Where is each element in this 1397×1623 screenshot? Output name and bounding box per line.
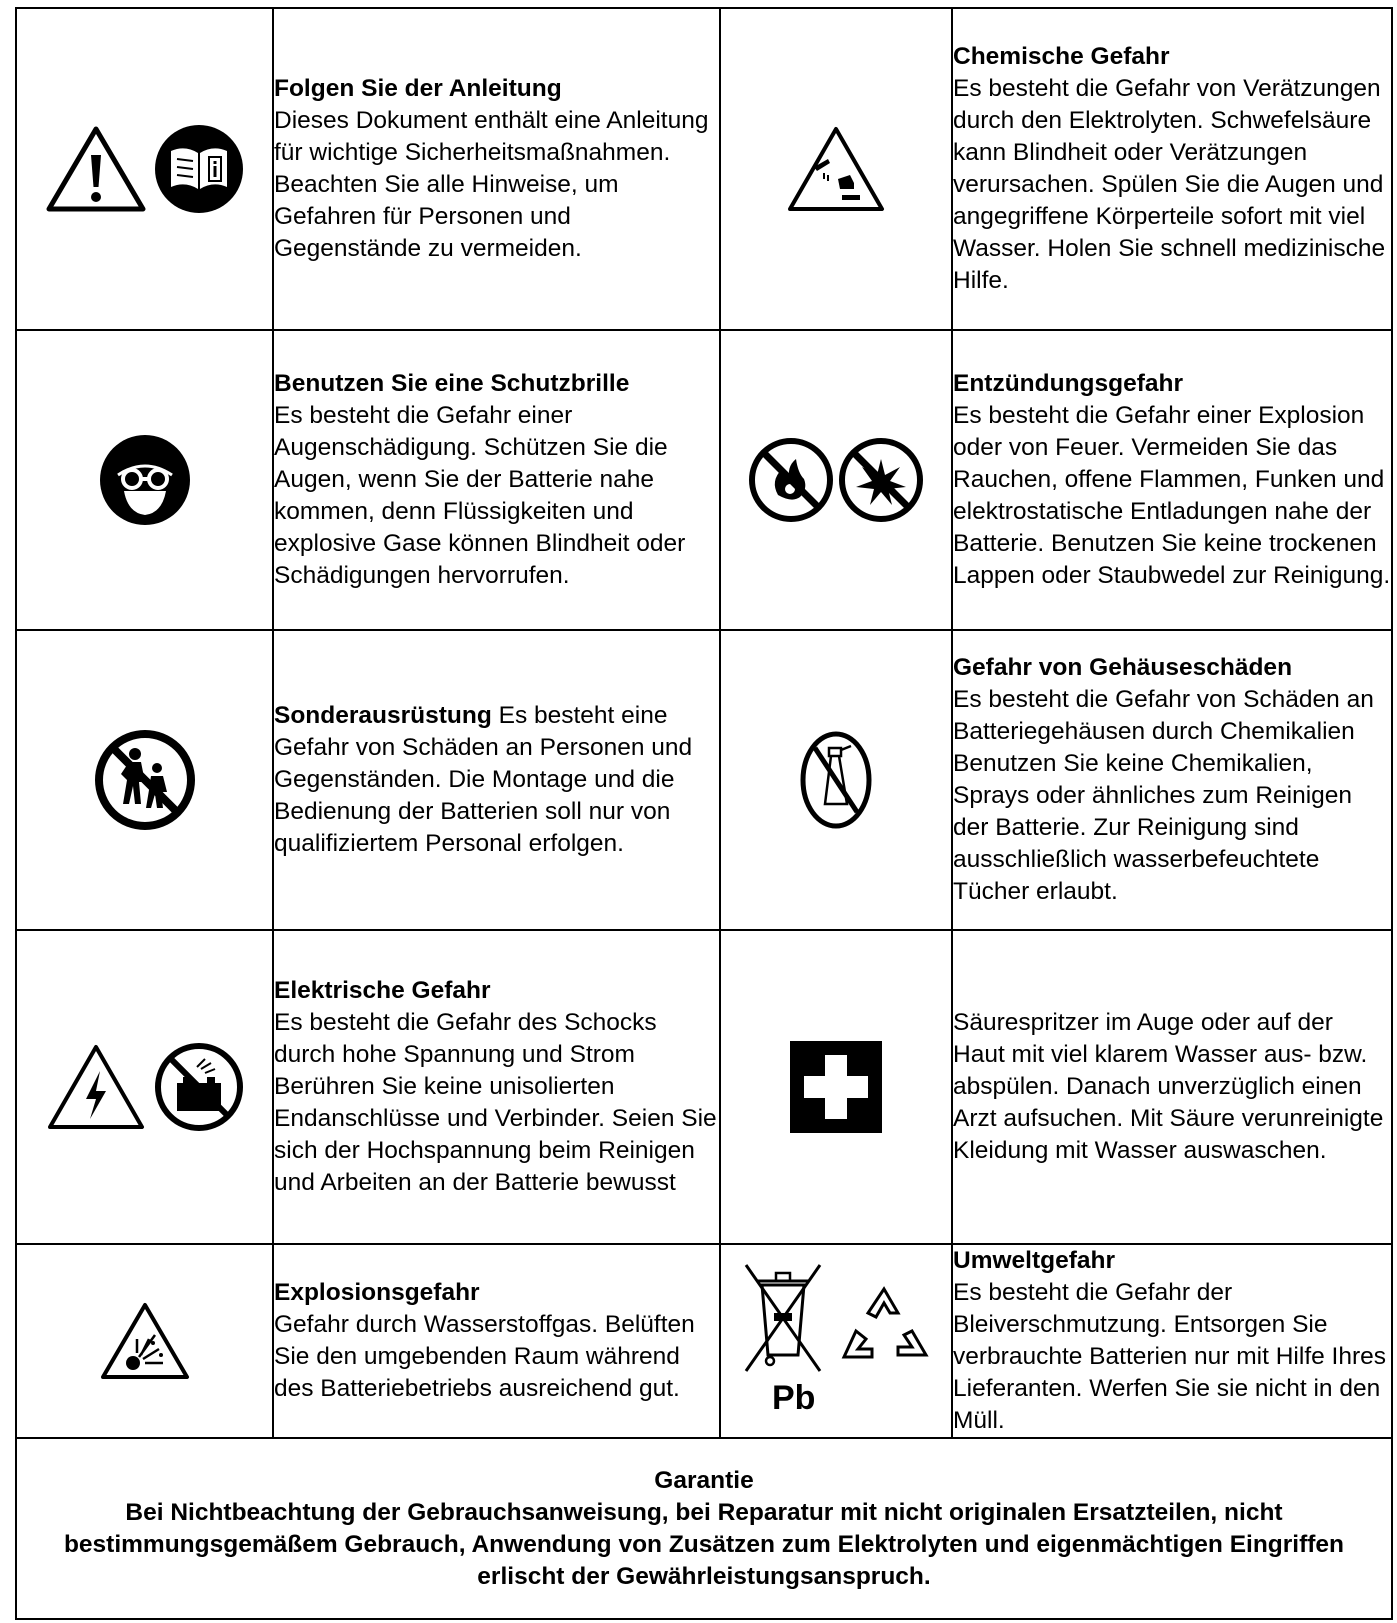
lead-symbol: Pb: [772, 1378, 816, 1417]
instruction-cell: [273, 1244, 720, 1438]
instruction-title: Sonderausrüstung: [274, 702, 492, 729]
instruction-title: Folgen Sie der Anleitung: [274, 75, 562, 102]
instruction-body: Säurespritzer im Auge oder auf der Haut mit viel klarem Wasser aus- bzw. abspülen. Danach unverzüglich einen Arzt aufsuchen. Mit Säure verunreinigte Kleidung mit Wasser auswaschen.: [953, 1009, 1384, 1164]
instruction-cell: [952, 630, 1392, 930]
instruction-cell: [952, 1244, 1392, 1438]
warning-triangle-icon: [44, 123, 149, 215]
icon-cell: [720, 330, 952, 630]
safety-instructions-table: [15, 7, 1393, 1620]
crossed-bin-icon: [740, 1259, 826, 1379]
instruction-body: Es besteht eine Gefahr von Schäden an Personen und Gegenständen. Die Montage und die Bedienung der Batterien soll nur von qualifiziertem Personal erfolgen.: [274, 702, 693, 857]
icon-cell: [16, 1244, 273, 1438]
icon-cell: [16, 630, 273, 930]
guarantee-cell: [16, 1438, 1392, 1619]
icon-cell: [16, 330, 273, 630]
read-manual-icon: [153, 123, 245, 215]
instruction-cell: [273, 930, 720, 1244]
instruction-title: Elektrische Gefahr: [274, 977, 491, 1004]
guarantee-text: Bei Nichtbeachtung der Gebrauchsanweisung, bei Reparatur mit nicht originalen Ersatzteilen, nicht bestimmungsgemäßem Gebrauch, Anwendung von Zusätzen zum Elektrolyten und eigenmächtigen Eingriffen erlischt der Gewährleistungsanspruch.: [63, 1498, 1345, 1590]
instruction-body: Dieses Dokument enthält eine Anleitung für wichtige Sicherheitsmaßnahmen. Beachten Sie alle Hinweise, um Gefahren für Personen und Gegenstände zu vermeiden.: [274, 107, 709, 262]
instruction-cell: [952, 330, 1392, 630]
instruction-cell: [273, 8, 720, 330]
instruction-text: [953, 1007, 1391, 1167]
safety-goggles-icon: [98, 433, 192, 527]
no-spray-icon: [799, 730, 873, 830]
table-row: [16, 930, 1392, 1244]
instruction-title: Chemische Gefahr: [953, 43, 1170, 70]
icon-cell: [720, 930, 952, 1244]
icon-cell: [16, 8, 273, 330]
instruction-title: Umweltgefahr: [953, 1247, 1116, 1274]
instruction-cell: [952, 930, 1392, 1244]
table-row: [16, 330, 1392, 630]
instruction-text: [953, 1245, 1391, 1437]
instruction-text: [274, 700, 719, 860]
instruction-text: [274, 975, 719, 1199]
icon-cell: [16, 930, 273, 1244]
no-sparks-icon: [838, 437, 924, 523]
instruction-text: [274, 1277, 719, 1405]
instruction-text: [953, 41, 1391, 297]
instruction-text: [274, 73, 719, 265]
guarantee-title: Garantie: [654, 1466, 754, 1494]
icon-cell: [720, 630, 952, 930]
table-row: [16, 1244, 1392, 1438]
instruction-body: Es besteht die Gefahr von Verätzungen durch den Elektrolyten. Schwefelsäure kann Blindheit oder Verätzungen verursachen. Spülen Sie die Augen und angegriffene Körperteile sofort mit viel Wasser. Holen Sie schnell medizinische Hilfe.: [953, 75, 1386, 294]
instruction-body: Es besteht die Gefahr von Schäden an Batteriegehäusen durch Chemikalien Benutzen Sie keine Chemikalien, Sprays oder ähnliches zum Reinigen der Batterie. Zur Reinigung sind ausschließlich wasserbefeuchtete Tücher erlaubt.: [953, 686, 1374, 905]
instruction-body: Es besteht die Gefahr der Bleiverschmutzung. Entsorgen Sie verbrauchte Batterien nur mit Hilfe Ihres Lieferanten. Werfen Sie sie nicht in den Müll.: [953, 1279, 1387, 1434]
first-aid-cross-icon: [790, 1041, 882, 1133]
instruction-cell: [952, 8, 1392, 330]
no-open-flame-icon: [748, 437, 834, 523]
disposal-icon-group: [736, 1259, 936, 1419]
instruction-cell: [273, 330, 720, 630]
table-row: [16, 8, 1392, 330]
instruction-body: Gefahr durch Wasserstoffgas. Belüften Sie den umgebenden Raum während des Batteriebetriebs ausreichend gut.: [274, 1311, 695, 1402]
table-row: [16, 1438, 1392, 1619]
instruction-text: [953, 652, 1391, 908]
icon-cell: [720, 1244, 952, 1438]
no-children-icon: [93, 728, 197, 832]
corrosive-hazard-icon: [784, 123, 888, 215]
instruction-body: Es besteht die Gefahr einer Augenschädigung. Schützen Sie die Augen, wenn Sie der Batterie nahe kommen, denn Flüssigkeiten und explosive Gase können Blindheit oder Schädigungen hervorrufen.: [274, 402, 686, 589]
high-voltage-icon: [44, 1041, 148, 1133]
instruction-title: Entzündungsgefahr: [953, 370, 1184, 397]
recycling-icon: [838, 1283, 930, 1369]
explosion-hazard-icon: [97, 1299, 193, 1383]
no-touch-terminals-icon: [153, 1041, 245, 1133]
instruction-cell: [273, 630, 720, 930]
instruction-text: [274, 368, 719, 592]
table-row: [16, 630, 1392, 930]
instruction-title: Gefahr von Gehäuseschäden: [953, 654, 1293, 681]
icon-cell: [720, 8, 952, 330]
instruction-text: [953, 368, 1391, 592]
instruction-body: Es besteht die Gefahr des Schocks durch hohe Spannung und Strom Berühren Sie keine unisolierten Endanschlüsse und Verbinder. Seien Sie sich der Hochspannung beim Reinigen und Arbeiten an der Batterie bewusst: [274, 1009, 717, 1196]
instruction-title: Explosionsgefahr: [274, 1279, 480, 1306]
instruction-title: Benutzen Sie eine Schutzbrille: [274, 370, 630, 397]
instruction-body: Es besteht die Gefahr einer Explosion oder von Feuer. Vermeiden Sie das Rauchen, offene Flammen, Funken und elektrostatische Entladungen nahe der Batterie. Benutzen Sie keine trockenen Lappen oder Staubwedel zur Reinigung.: [953, 402, 1391, 589]
